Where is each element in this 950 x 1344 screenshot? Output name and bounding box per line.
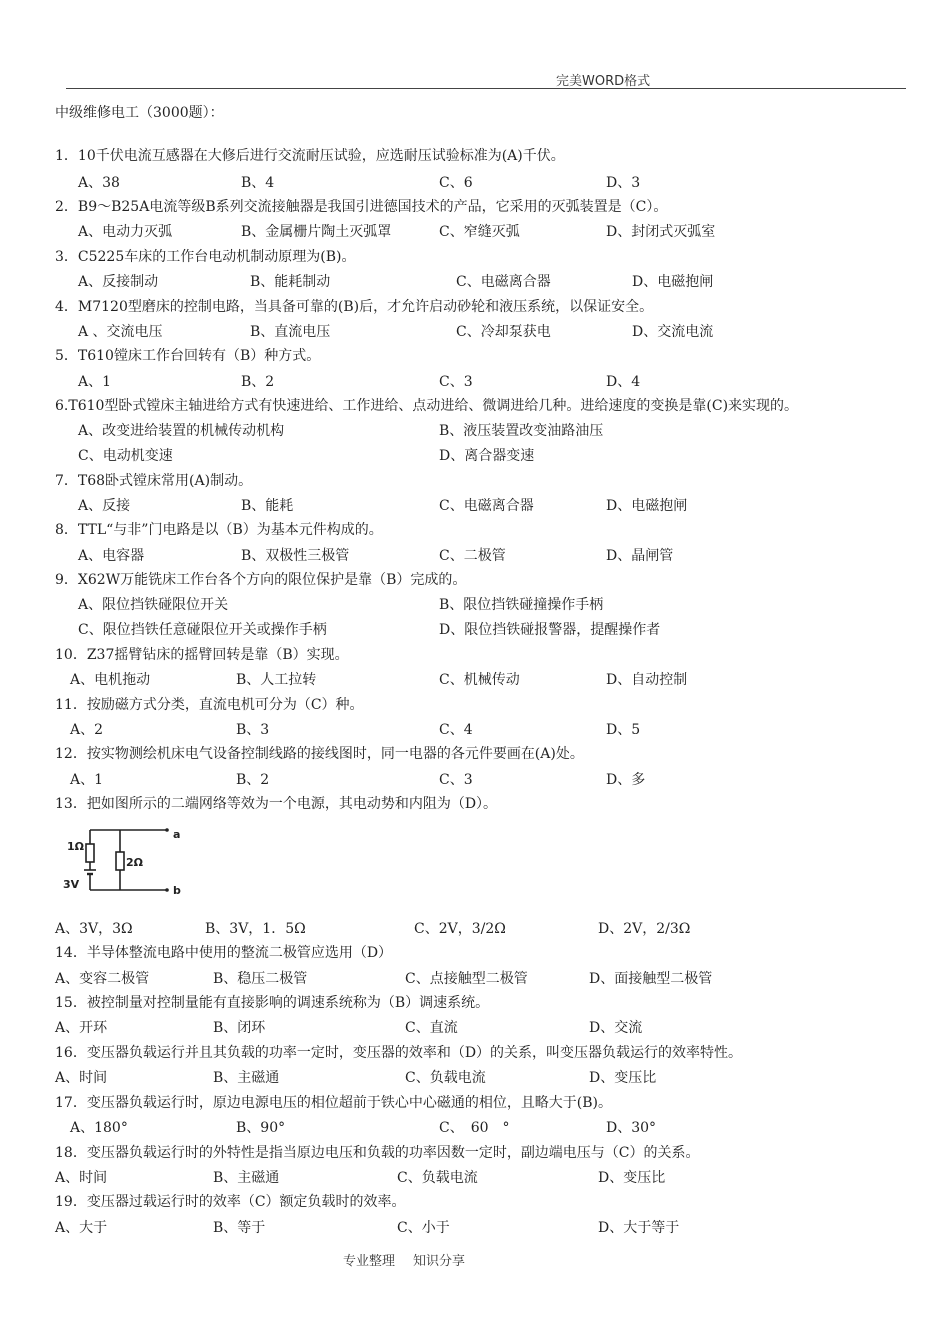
question-2-option-1: A、电动力灭弧 [78,224,173,240]
question-18-option-2: B、主磁通 [213,1170,280,1186]
question-4-text: 4．M7120型磨床的控制电路，当具备可靠的(B)后，才允许启动砂轮和液压系统，以保证安全。 [55,299,654,315]
question-11-option-3: C、4 [439,722,473,738]
question-7-option-4: D、电磁抱闸 [606,498,688,514]
question-4-option-3: C、冷却泵获电 [456,324,551,340]
question-13-option-3: C、2V，3/2Ω [414,921,506,937]
question-7-option-2: B、能耗 [241,498,294,514]
question-7-text: 7．T68卧式镗床常用(A)制动。 [55,473,253,489]
question-3-option-1: A、反接制动 [78,274,159,290]
question-8-option-2: B、双极性三极管 [241,548,350,564]
question-11-option-1: A、2 [70,722,104,738]
question-18-option-1: A、时间 [55,1170,108,1186]
resistor-2-label: 2Ω [126,856,144,869]
question-18-option-3: C、负载电流 [397,1170,478,1186]
terminal-b-dot [165,888,169,892]
question-6-option-2: B、液压装置改变油路油压 [439,423,604,439]
question-14-option-1: A、变容二极管 [55,971,150,987]
question-17-option-4: D、30° [606,1120,657,1136]
question-8-option-3: C、二极管 [439,548,506,564]
question-3-option-2: B、能耗制动 [250,274,331,290]
question-5-text: 5．T610镗床工作台回转有（B）种方式。 [55,348,321,364]
question-5-option-3: C、3 [439,374,473,390]
question-6-option-1: A、改变进给装置的机械传动机构 [78,423,285,439]
resistor-1-symbol [86,844,94,862]
question-2-option-3: C、窄缝灭弧 [439,224,520,240]
question-17-option-3: C、 60 ° [439,1120,510,1136]
terminal-b-label: b [173,884,181,897]
footer-left-text: 专业整理 [343,1254,396,1269]
question-6-option-3: C、电动机变速 [78,448,173,464]
question-19-text: 19．变压器过载运行时的效率（C）额定负载时的效率。 [55,1194,406,1210]
resistor-1-label: 1Ω [67,840,85,853]
question-16-text: 16．变压器负载运行并且其负载的功率一定时，变压器的效率和（D）的关系，叫变压器负载运行的效率特性。 [55,1045,743,1061]
question-11-option-2: B、3 [236,722,270,738]
question-1-text: 1．10千伏电流互感器在大修后进行交流耐压试验，应选耐压试验标准为(A)千伏。 [55,148,565,164]
question-13-text: 13．把如图所示的二端网络等效为一个电源，其电动势和内阻为（D）。 [55,796,498,812]
question-16-option-1: A、时间 [55,1070,108,1086]
circuit-diagram [55,824,190,899]
question-13-option-2: B、3V，1．5Ω [205,921,306,937]
question-14-option-3: C、点接触型二极管 [405,971,528,987]
question-11-option-4: D、5 [606,722,641,738]
question-16-option-3: C、负载电流 [405,1070,486,1086]
question-11-text: 11．按励磁方式分类，直流电机可分为（C）种。 [55,697,364,713]
question-16-option-2: B、主磁通 [213,1070,280,1086]
question-10-option-2: B、人工拉转 [236,672,317,688]
question-15-option-2: B、闭环 [213,1020,266,1036]
question-12-option-4: D、多 [606,772,646,788]
source-voltage-label: 3V [63,878,80,891]
question-7-option-3: C、电磁离合器 [439,498,534,514]
question-10-option-1: A、电机拖动 [70,672,151,688]
question-8-text: 8．TTL“与非”门电路是以（B）为基本元件构成的。 [55,522,383,538]
question-5-option-2: B、2 [241,374,275,390]
question-1-option-3: C、6 [439,175,473,191]
question-6-option-4: D、离合器变速 [439,448,535,464]
header-rule [66,88,906,89]
question-13-option-1: A、3V，3Ω [55,921,133,937]
footer-right-text: 知识分享 [413,1254,466,1269]
question-10-option-4: D、自动控制 [606,672,688,688]
question-3-option-3: C、电磁离合器 [456,274,551,290]
question-9-option-1: A、限位挡铁碰限位开关 [78,597,229,613]
question-12-option-1: A、1 [70,772,104,788]
question-19-option-2: B、等于 [213,1220,266,1236]
question-9-text: 9．X62W万能铣床工作台各个方向的限位保护是靠（B）完成的。 [55,572,467,588]
page-footer [343,1250,483,1269]
question-17-option-2: B、90° [236,1120,286,1136]
question-10-option-3: C、机械传动 [439,672,520,688]
resistor-2-symbol [116,852,124,870]
question-8-option-1: A、电容器 [78,548,145,564]
question-19-option-4: D、大于等于 [598,1220,680,1236]
question-8-option-4: D、晶闸管 [606,548,674,564]
question-9-option-4: D、限位挡铁碰报警器，提醒操作者 [439,622,661,638]
question-7-option-1: A、反接 [78,498,131,514]
question-1-option-4: D、3 [606,175,641,191]
question-12-option-2: B、2 [236,772,270,788]
question-14-option-4: D、面接触型二极管 [589,971,713,987]
question-14-option-2: B、稳压二极管 [213,971,308,987]
question-17-option-1: A、180° [70,1120,128,1136]
question-1-option-2: B、4 [241,175,275,191]
terminal-a-label: a [173,828,181,841]
question-14-text: 14．半导体整流电路中使用的整流二极管应选用（D） [55,945,393,961]
question-18-option-4: D、变压比 [598,1170,666,1186]
question-13-option-4: D、2V，2/3Ω [598,921,691,937]
question-2-option-2: B、金属栅片陶土灭弧罩 [241,224,392,240]
document-title: 中级维修电工（3000题）： [55,105,224,121]
question-2-text: 2．B9～B25A电流等级B系列交流接触器是我国引进德国技术的产品，它采用的灭弧装置是（C）。 [55,199,668,215]
question-16-option-4: D、变压比 [589,1070,657,1086]
question-4-option-2: B、直流电压 [250,324,331,340]
question-15-text: 15．被控制量对控制量能有直接影响的调速系统称为（B）调速系统。 [55,995,490,1011]
question-5-option-1: A、1 [78,374,112,390]
question-9-option-3: C、限位挡铁任意碰限位开关或操作手柄 [78,622,327,638]
question-6-text: 6.T610型卧式镗床主轴进给方式有快速进给、工作进给、点动进给、微调进给几种。进给速度的变换是靠(C)来实现的。 [55,398,799,414]
question-4-option-1: A 、交流电压 [78,324,163,340]
question-19-option-1: A、大于 [55,1220,108,1236]
question-18-text: 18．变压器负载运行时的外特性是指当原边电压和负载的功率因数一定时，副边端电压与（C）的关系。 [55,1145,700,1161]
question-1-option-1: A、38 [78,175,120,191]
question-4-option-4: D、交流电流 [632,324,714,340]
question-10-text: 10．Z37摇臂钻床的摇臂回转是靠（B）实现。 [55,647,349,663]
question-12-option-3: C、3 [439,772,473,788]
question-2-option-4: D、封闭式灭弧室 [606,224,716,240]
question-15-option-4: D、交流 [589,1020,643,1036]
question-19-option-3: C、小于 [397,1220,450,1236]
question-3-text: 3．C5225车床的工作台电动机制动原理为(B)。 [55,249,356,265]
question-9-option-2: B、限位挡铁碰撞操作手柄 [439,597,604,613]
question-15-option-1: A、开环 [55,1020,108,1036]
terminal-a-dot [165,828,169,832]
question-12-text: 12．按实物测绘机床电气设备控制线路的接线图时，同一电器的各元件要画在(A)处。 [55,746,584,762]
question-3-option-4: D、电磁抱闸 [632,274,714,290]
page-header-label: 完美WORD格式 [556,74,651,89]
question-15-option-3: C、直流 [405,1020,458,1036]
question-17-text: 17．变压器负载运行时，原边电源电压的相位超前于铁心中心磁通的相位，且略大于(B)。 [55,1095,613,1111]
question-5-option-4: D、4 [606,374,641,390]
